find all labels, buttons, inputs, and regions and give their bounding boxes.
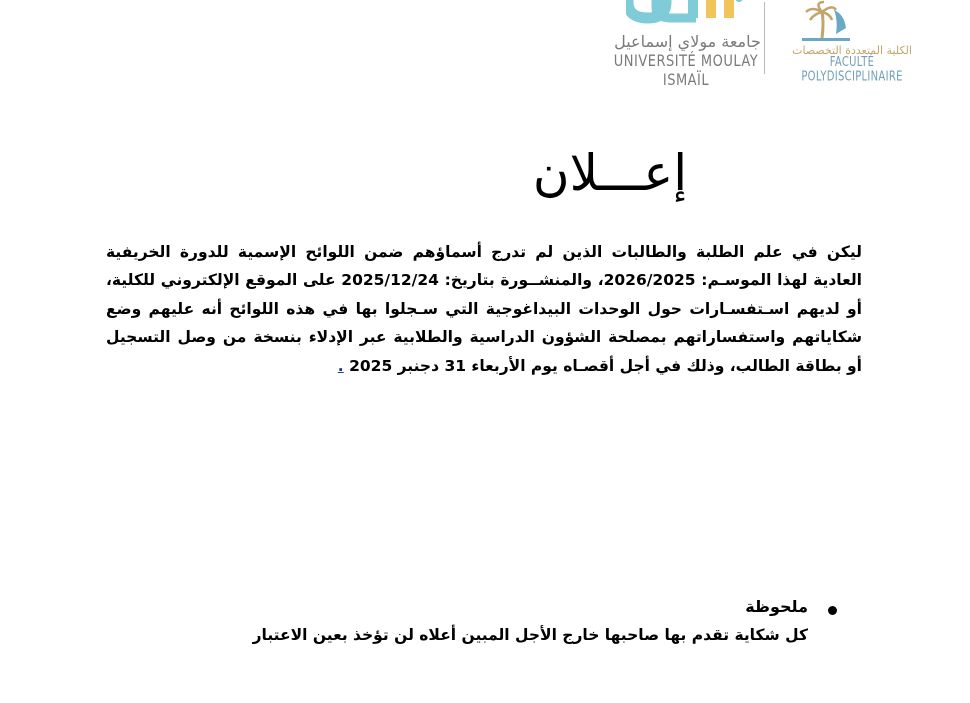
university-name-french: UNIVERSITÉ MOULAY ISMAÏL <box>613 52 759 90</box>
palm-tree-icon <box>802 0 852 42</box>
bullet-icon <box>828 606 837 615</box>
announcement-end-mark: . <box>337 356 344 375</box>
university-logo <box>588 0 761 90</box>
note-list-item <box>150 593 840 649</box>
page-header <box>570 0 950 90</box>
note-section <box>150 593 840 649</box>
announcement-body-text: ليكن في علم الطلبة والطالبات الذين لم تدرج أسماؤهم ضمن اللوائح الإسمية للدورة الخريفية العادية لهذا الموسـم: 2026/2025، والمنشــورة بتاريخ: 2025/12/24 على الموقع الإلكتروني للكلية، أو لديهم اسـتفسـارات حول الوحدات البيداغوجية التي سـجلوا بها في هذه اللوائح أنه عليهم وضع شكاياتهم واستفساراتهم بمصلحة الشؤون الدراسية والطلابية عبر الإدلاء بنسخة من وصل التسجيل أو بطاقة الطالب، وذلك في أجل أقصـاه يوم الأربعاء 31 دجنبر 2025 <box>106 243 862 375</box>
university-emblem-icon <box>626 0 746 26</box>
announcement-body <box>106 238 862 380</box>
announcement-title: إعـــلان <box>532 144 688 202</box>
faculty-logo <box>782 0 922 85</box>
university-name-arabic: جامعة مولاي إسماعيل <box>614 32 761 51</box>
note-text: كل شكاية تقدم بها صاحبها خارج الأجل المبين أعلاه لن تؤخذ بعين الاعتبار <box>252 626 808 644</box>
note-heading: ملحوظة <box>745 597 808 616</box>
faculty-name-french: FACULTÉ POLYDISCIPLINAIRE <box>801 55 903 85</box>
header-divider <box>764 2 765 74</box>
faculty-name-arabic: الكلية المتعددة التخصصات <box>792 44 912 57</box>
